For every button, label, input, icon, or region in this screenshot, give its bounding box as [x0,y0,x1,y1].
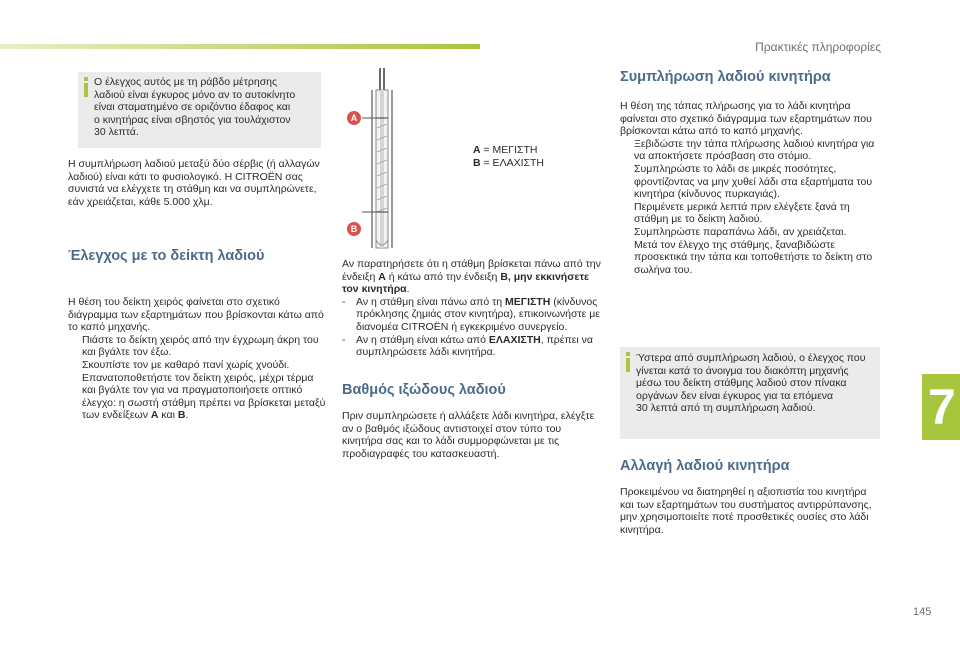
info-text: Ύστερα από συμπλήρωση λαδιού, ο έλεγχος που γίνεται κατά το άνοιγμα του διακόπτη μηχανής μέσω του δείκτη στάθμης λαδιού στον πίνακα οργάνων δεν είναι έγκυρος για τα επόμενα 30 λεπτά από τη συμπλήρωση λαδιού. [636,352,866,415]
legend-a-key: A [473,144,481,156]
dipstick-location-text: Η θέση του δείκτη χειρός φαίνεται στο σχετικό διάγραμμα των εξαρτημάτων που βρίσκονται κάτω από το καπό μηχανής. [68,296,324,334]
dash-marker: - [342,295,346,308]
dipstick-illustration [340,68,480,250]
paragraph-level-warning [342,258,604,359]
chapter-tab: 7 [922,374,960,440]
bullet-text: Σκουπίστε τον με καθαρό πανί χωρίς χνούδι. [82,358,290,371]
bullet-text: Πιάστε το δείκτη χειρός από την έγχρωμη άκρη του και βγάλτε τον έξω. [82,333,319,359]
and-text: και [158,409,178,422]
filler-cap-text: Η θέση της τάπας πλήρωσης για το λάδι κινητήρα φαίνεται στο σχετικό διάγραμμα των εξαρτημάτων που βρίσκονται κάτω από το καπό μηχανής. [620,100,872,138]
page-header-title: Πρακτικές πληροφορίες [755,40,881,54]
legend-b-key: B [473,156,481,169]
paragraph-filler-cap [620,100,882,276]
list-item [68,334,326,359]
period: . [185,409,189,422]
bullet-text: Συμπληρώστε παραπάνω λάδι, αν χρειάζεται. [634,225,847,238]
list-item: - Αν η στάθμη είναι πάνω από τη ΜΕΓΙΣΤΗ (κίνδυνος πρόκλησης ζημιάς στον κινητήρα), επικοινωνήστε με διανομέα CITROËN ή εγκεκριμένο συνεργείο. [342,295,600,333]
paragraph-oil-topup: Η συμπλήρωση λαδιού μεταξύ δύο σέρβις (ή αλλαγών λαδιού) είναι κάτι το φυσιολογικό. Η CITROËN σας συνιστά να ελέγχετε τη στάθμη και να συμπληρώνετε, εάν χρειάζεται, κάθε 5.000 χλμ. [68,158,320,208]
legend-a [473,144,544,157]
heading-viscosity: Βαθμός ιξώδους λαδιού [342,382,506,398]
info-box-after-topup [620,347,880,439]
dash-marker: - [342,333,346,346]
bullet-text: Συμπληρώστε το λάδι σε μικρές ποσότητες, φροντίζοντας να μην χυθεί λάδι στα εξαρτήματα του κινητήρα (κίνδυνος πυρκαγιάς). [634,162,873,201]
bullet-text: Μετά τον έλεγχο της στάθμης, ξαναβιδώστε προσεκτικά την τάπα και τοποθετήστε το δείκτη στο σωλήνα του. [634,238,873,276]
list-item [620,239,882,277]
heading-oil-change: Αλλαγή λαδιού κινητήρα [620,458,790,474]
info-icon [624,352,632,372]
list-item [620,138,882,163]
heading-oil-topup: Συμπλήρωση λαδιού κινητήρα [620,69,831,85]
mark-a-ref: A [150,409,159,422]
dipstick-legend [473,144,544,169]
mark-b-ref: B [177,409,186,422]
info-icon [82,77,90,97]
legend-b-value: = ΕΛΑΧΙΣΤΗ [480,156,544,169]
paragraph-viscosity: Πριν συμπληρώσετε ή αλλάξετε λάδι κινητήρα, ελέγξτε αν ο βαθμός ιξώδους αντιστοιχεί στον τύπο του κινητήρα σας και το λάδι συμμορφώνεται με τις προδιαγραφές του κατασκευαστή. [342,410,595,460]
page-number: 145 [913,606,932,618]
marker-b: B [347,222,361,236]
info-box-dipstick [78,72,321,148]
info-text: Ο έλεγχος αυτός με τη ράβδο μέτρησης λαδιού είναι έγκυρος μόνο αν το αυτοκίνητο είναι σταματημένο σε οριζόντιο έδαφος και ο κινητήρας είναι σβηστός για τουλάχιστον 30 λεπτά. [94,76,296,139]
list-item [68,359,326,372]
level-warning-text: Αν παρατηρήσετε ότι η στάθμη βρίσκεται πάνω από την ένδειξη A ή κάτω από την ένδειξη B, μην εκκινήσετε τον κινητήρα. [342,258,601,296]
paragraph-dipstick-location [68,296,326,422]
bullet-text: Ξεβιδώστε την τάπα πλήρωσης λαδιού κινητήρα για να αποκτήσετε πρόσβαση στο στόμιο. [634,137,875,163]
heading-dipstick-check: Έλεγχος με το δείκτη λαδιού [68,248,265,264]
header-accent-bar [0,44,480,49]
bullet-text: Επανατοποθετήστε τον δείκτη χειρός, μέχρι τέρμα και βγάλτε τον για να πραγματοποιήσετε οπτικό έλεγχο: η σωστή στάθμη πρέπει να βρίσκεται μεταξύ των ενδείξεων [82,371,326,422]
list-item [620,226,882,239]
marker-a: A [347,111,361,125]
legend-a-value: = ΜΕΓΙΣΤΗ [480,144,538,156]
bullet-text: Περιμένετε μερικά λεπτά πριν ελέγξετε ξανά τη στάθμη με το δείκτη λαδιού. [634,200,850,226]
list-item: - Αν η στάθμη είναι κάτω από ΕΛΑΧΙΣΤΗ, πρέπει να συμπληρώσετε λάδι κινητήρα. [342,333,593,359]
legend-b [473,157,544,170]
list-item [620,201,882,226]
paragraph-oil-change: Προκειμένου να διατηρηθεί η αξιοπιστία του κινητήρα και των εξαρτημάτων του συστήματος αντιρρύπανσης, μην χρησιμοποιείτε ποτέ προσθετικές ουσίες στο λάδι κινητήρα. [620,486,872,536]
list-item [620,163,882,201]
list-item [68,372,326,422]
